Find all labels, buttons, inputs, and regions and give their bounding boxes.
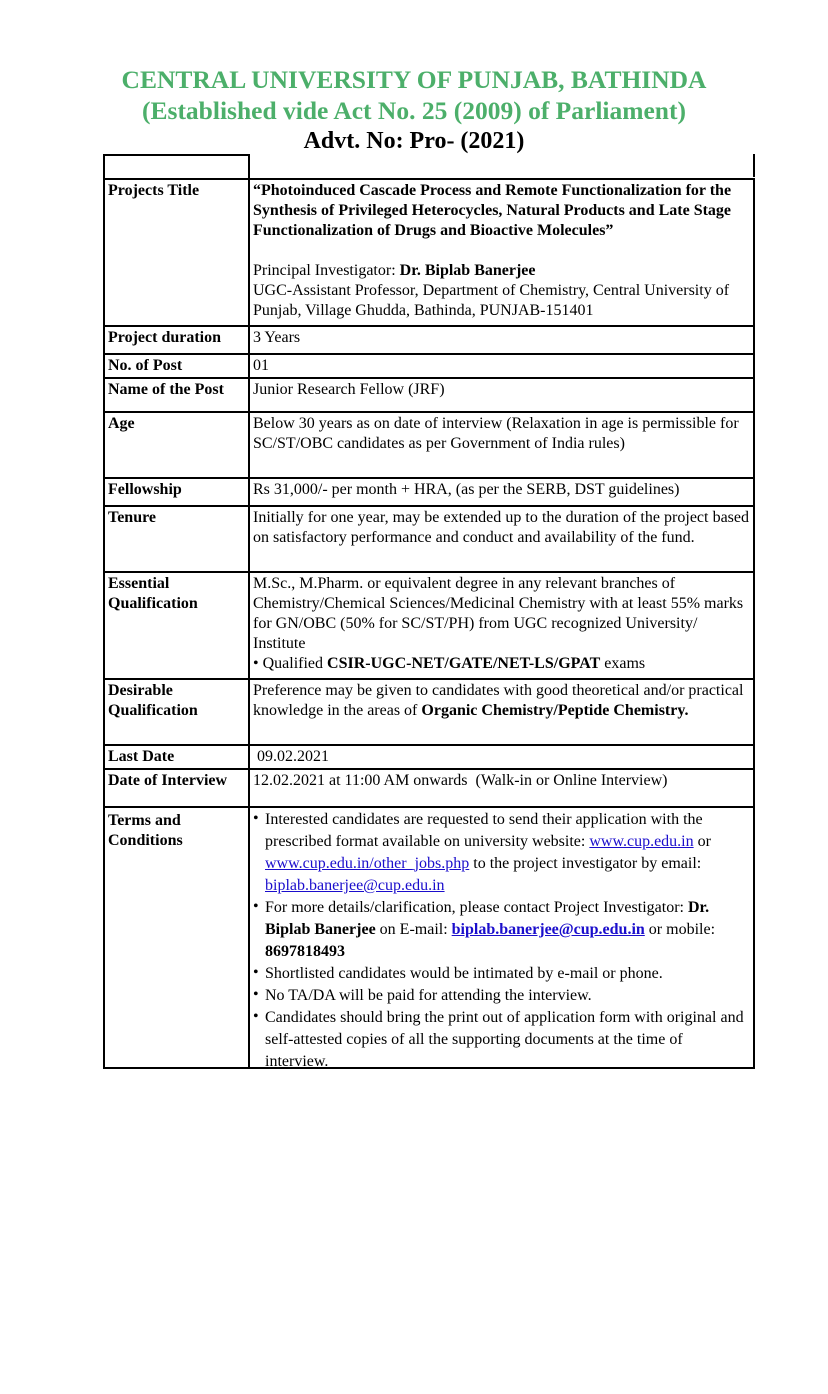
value-terms-and-conditions	[250, 808, 755, 1070]
empty-header-cell	[103, 154, 250, 178]
value-tenure: Initially for one year, may be extended up to the duration of the project based on satisfactory performance and conduct and availability of the fund.	[250, 507, 755, 571]
document-header	[0, 64, 828, 156]
pi-name: Dr. Biplab Banerjee	[399, 262, 536, 279]
text: or mobile:	[644, 921, 716, 938]
row-no-of-post	[103, 355, 755, 379]
value-essential-qualification	[250, 573, 755, 678]
row-tenure	[103, 507, 755, 573]
terms-item-text	[265, 897, 749, 963]
terms-item	[253, 985, 749, 1007]
label-project-duration: Project duration	[103, 327, 250, 353]
value-last-date: 09.02.2021	[250, 746, 755, 768]
pi-email-link[interactable]: biplab.banerjee@cup.edu.in	[265, 877, 445, 894]
label-age: Age	[103, 413, 250, 477]
row-last-date	[103, 746, 755, 770]
terms-item-text: No TA/DA will be paid for attending the interview.	[265, 987, 592, 1004]
desirable-areas: Organic Chemistry/Peptide Chemistry.	[421, 702, 689, 719]
label-name-of-post: Name of the Post	[103, 379, 250, 411]
text: For more details/clarification, please contact Project Investigator:	[265, 899, 688, 916]
pi-email-link-bold[interactable]: biplab.banerjee@cup.edu.in	[451, 921, 645, 938]
label-essential-qualification: Essential Qualification	[103, 573, 250, 678]
value-fellowship: Rs 31,000/- per month + HRA, (as per the SERB, DST guidelines)	[250, 479, 755, 505]
value-no-of-post: 01	[250, 355, 755, 377]
label-no-of-post: No. of Post	[103, 355, 250, 377]
value-age: Below 30 years as on date of interview (Relaxation in age is permissible for SC/ST/OBC candidates as per Government of India rules)	[250, 413, 755, 477]
essential-text: M.Sc., M.Pharm. or equivalent degree in any relevant branches of Chemistry/Chemical Sciences/Medicinal Chemistry with at least 55% marks for GN/OBC (50% for SC/ST/PH) from UGC recognized University/ Institute	[253, 575, 744, 652]
terms-item-text: Candidates should bring the print out of application form with original and self-attested copies of all the supporting documents at the time of interview.	[265, 1009, 744, 1070]
exams-prefix: • Qualified	[253, 655, 328, 672]
pi-prefix: Principal Investigator:	[253, 262, 400, 279]
bullet-icon: •	[253, 810, 259, 827]
label-terms-and-conditions: Terms and Conditions	[103, 808, 250, 1067]
text: or	[693, 833, 711, 850]
empty-header-cell-right	[250, 154, 755, 177]
terms-item	[253, 897, 749, 963]
row-project-duration	[103, 327, 755, 355]
row-name-of-post	[103, 379, 755, 413]
terms-item-text	[265, 809, 749, 897]
university-website-link[interactable]: www.cup.edu.in	[589, 833, 694, 850]
row-fellowship	[103, 479, 755, 507]
terms-item-text: Shortlisted candidates would be intimated by e-mail or phone.	[265, 965, 663, 982]
row-desirable-qualification	[103, 680, 755, 746]
mobile-number: 8697818493	[265, 943, 345, 960]
label-desirable-qualification: Desirable Qualification	[103, 680, 250, 744]
label-last-date: Last Date	[103, 746, 250, 768]
row-essential-qualification	[103, 573, 755, 680]
row-terms-and-conditions	[103, 808, 755, 1069]
university-name: CENTRAL UNIVERSITY OF PUNJAB, BATHINDA	[121, 65, 707, 94]
other-jobs-link[interactable]: www.cup.edu.in/other_jobs.php	[265, 855, 470, 872]
essential-exams	[253, 654, 749, 674]
label-tenure: Tenure	[103, 507, 250, 571]
value-projects-title	[250, 180, 755, 325]
pi-affiliation: UGC-Assistant Professor, Department of Chemistry, Central University of Punjab, Village Ghudda, Bathinda, PUNJAB-151401	[253, 282, 730, 319]
job-details-table	[103, 154, 755, 1069]
spacer	[253, 241, 749, 261]
row-projects-title	[103, 180, 755, 327]
bullet-icon: •	[253, 986, 259, 1003]
establishment-note: (Established vide Act No. 25 (2009) of Parliament)	[142, 96, 686, 125]
row-date-of-interview	[103, 770, 755, 808]
terms-item	[253, 809, 749, 897]
terms-item	[253, 963, 749, 985]
advertisement-number: Advt. No: Pro- (2021)	[303, 128, 525, 154]
terms-item	[253, 1007, 749, 1073]
bullet-icon: •	[253, 1008, 259, 1025]
text: Interested candidates are requested to send their application with the prescribed format available on university website:	[265, 811, 703, 850]
row-age	[103, 413, 755, 479]
exams-list: CSIR-UGC-NET/GATE/NET-LS/GPAT	[327, 655, 601, 672]
project-title-text: “Photoinduced Cascade Process and Remote Functionalization for the Synthesis of Privileged Heterocycles, Natural Products and Late Stage Functionalization of Drugs and Bioactive Molecules”	[253, 182, 732, 239]
principal-investigator	[253, 261, 749, 281]
label-projects-title: Projects Title	[103, 180, 250, 325]
table-header-row	[103, 154, 755, 180]
text: on E-mail:	[375, 921, 452, 938]
exams-suffix: exams	[600, 655, 646, 672]
value-desirable-qualification	[250, 680, 755, 744]
value-name-of-post: Junior Research Fellow (JRF)	[250, 379, 755, 411]
bullet-icon: •	[253, 898, 259, 915]
label-date-of-interview: Date of Interview	[103, 770, 250, 806]
text: to the project investigator by email:	[469, 855, 702, 872]
value-date-of-interview: 12.02.2021 at 11:00 AM onwards (Walk-in or Online Interview)	[250, 770, 755, 806]
value-project-duration: 3 Years	[250, 327, 755, 353]
pi-name: Dr. Biplab Banerjee	[265, 899, 710, 938]
label-fellowship: Fellowship	[103, 479, 250, 505]
desirable-text: Preference may be given to candidates with good theoretical and/or practical knowledge in the areas of	[253, 682, 744, 719]
bullet-icon: •	[253, 964, 259, 981]
